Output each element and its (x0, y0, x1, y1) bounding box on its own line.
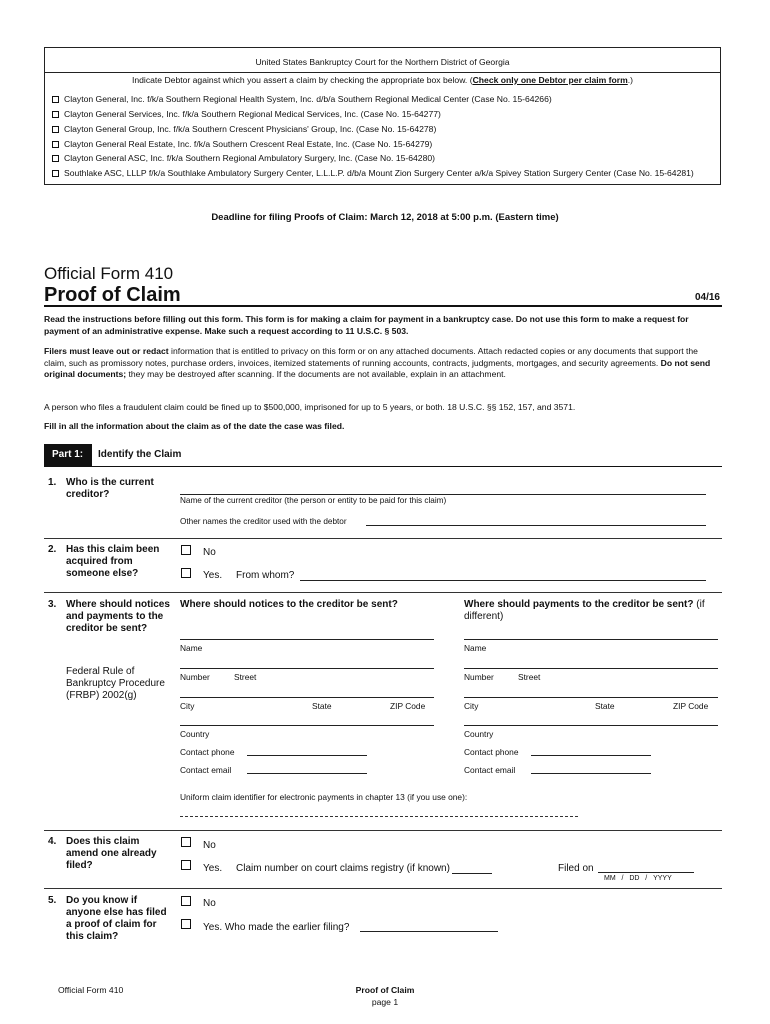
redact-paragraph: Filers must leave out or redact information that is entitled to privacy on this form or on any attached documents. Attach redacted copies or any documents that support the claim, such as promissory notes, purchase orders, invoices, itemized statements of running accounts, contracts, judgments, mortgages, and security agreements. Do not send original documents; they may be destroyed after scanning. If the documents are not available, explain in an attachment. (44, 346, 711, 379)
q5-no-checkbox[interactable] (181, 896, 191, 906)
payments-number-label: Number (464, 672, 494, 682)
notices-phone-label: Contact phone (180, 747, 235, 757)
payments-name-field[interactable] (464, 639, 718, 640)
q5-no-label: No (203, 898, 216, 909)
payments-heading: Where should payments to the creditor be sent? (if different) (464, 599, 705, 622)
payments-name-label: Name (464, 643, 487, 653)
q4-question: Does this claim amend one already filed? (66, 836, 157, 871)
q2-yes-checkbox[interactable] (181, 568, 191, 578)
q5-yes-checkbox[interactable] (181, 919, 191, 929)
notices-heading: Where should notices to the creditor be sent? (180, 599, 398, 610)
creditor-name-field[interactable] (180, 494, 706, 495)
debtor-option[interactable]: Clayton General ASC, Inc. f/k/a Southern Regional Ambulatory Surgery, Inc. (Case No. 15-64280) (52, 153, 435, 163)
other-names-field[interactable] (366, 525, 706, 526)
q5-number: 5. (48, 895, 57, 906)
debtor-option[interactable]: Clayton General Group, Inc. f/k/a Southern Crescent Physicians' Group, Inc. (Case No. 15-64278) (52, 124, 436, 134)
uniform-claim-field[interactable] (180, 816, 578, 817)
q2-no-checkbox[interactable] (181, 545, 191, 555)
q4-no-label: No (203, 840, 216, 851)
creditor-name-label: Name of the current creditor (the person or entity to be paid for this claim) (180, 496, 447, 505)
debtor-option[interactable]: Southlake ASC, LLLP f/k/a Southlake Ambulatory Surgery Center, L.L.L.P. d/b/a Mount Zion Surgery Center a/k/a Spivey Station Surgery Center (Case No. 15-64281) (52, 168, 694, 178)
part1-label: Part 1: (44, 444, 92, 466)
notices-street-label: Street (234, 672, 257, 682)
payments-email-field[interactable] (531, 773, 651, 774)
from-whom-label: From whom? (236, 570, 295, 581)
q2-no-label: No (203, 547, 216, 558)
date-format-hint: MM / DD / YYYY (604, 875, 672, 882)
fill-in-instruction: Fill in all the information about the claim as of the date the case was filed. (44, 421, 345, 431)
notices-state-label: State (312, 701, 332, 711)
notices-street-field[interactable] (180, 668, 434, 669)
q3-number: 3. (48, 599, 57, 610)
debtor-option[interactable]: Clayton General Services, Inc. f/k/a Southern Regional Medical Services, Inc. (Case No. 15-64277) (52, 109, 441, 119)
notices-email-label: Contact email (180, 765, 232, 775)
q5-question: Do you know if anyone else has filed a proof of claim for this claim? (66, 895, 167, 942)
q3-question: Where should notices and payments to the creditor be sent? (66, 599, 170, 634)
footer-form-name: Official Form 410 (58, 985, 124, 995)
indicate-debtor-instruction: Indicate Debtor against which you assert a claim by checking the appropriate box below. (Check only one Debtor per claim form.) (131, 75, 634, 85)
uniform-claim-label: Uniform claim identifier for electronic payments in chapter 13 (if you use one): (180, 792, 468, 802)
frbp-rule: Federal Rule of Bankruptcy Procedure (FRBP) 2002(g) (66, 666, 165, 701)
notices-zip-label: ZIP Code (390, 701, 426, 711)
notices-city-field[interactable] (180, 697, 434, 698)
deadline-notice: Deadline for filing Proofs of Claim: March 12, 2018 at 5:00 p.m. (Eastern time) (211, 212, 559, 223)
instructions-paragraph: Read the instructions before filling out this form. This form is for making a claim for payment in a bankruptcy case. Do not use this form to make a request for payment of an administrative expense. Make such a request according to 11 U.S.C. § 503. (44, 314, 689, 336)
footer-page: page 1 (371, 997, 399, 1007)
debtor-checkbox[interactable] (52, 141, 59, 148)
notices-country-label: Country (180, 729, 210, 739)
form-version: 04/16 (694, 292, 720, 303)
debtor-checkbox[interactable] (52, 96, 59, 103)
payments-street-field[interactable] (464, 668, 718, 669)
court-name: United States Bankruptcy Court for the Northern District of Georgia (255, 57, 510, 67)
payments-email-label: Contact email (464, 765, 516, 775)
q4-no-checkbox[interactable] (181, 837, 191, 847)
payments-city-label: City (464, 701, 479, 711)
q1-number: 1. (48, 477, 57, 488)
debtor-checkbox[interactable] (52, 111, 59, 118)
payments-country-label: Country (464, 729, 494, 739)
q1-question: Who is the current creditor? (66, 477, 154, 500)
debtor-option[interactable]: Clayton General Real Estate, Inc. f/k/a Southern Crescent Real Estate, Inc. (Case No. 15-64279) (52, 139, 432, 149)
q2-number: 2. (48, 544, 57, 555)
from-whom-field[interactable] (300, 580, 706, 581)
footer-title: Proof of Claim (355, 985, 415, 995)
payments-phone-field[interactable] (531, 755, 651, 756)
form-subtitle: Official Form 410 (44, 264, 174, 283)
q2-yes-label: Yes. (203, 570, 223, 581)
notices-email-field[interactable] (247, 773, 367, 774)
debtor-checkbox[interactable] (52, 155, 59, 162)
q2-question: Has this claim been acquired from someone else? (66, 544, 160, 579)
part1-title: Identify the Claim (98, 449, 182, 460)
notices-name-label: Name (180, 643, 203, 653)
payments-zip-label: ZIP Code (673, 701, 709, 711)
notices-city-label: City (180, 701, 195, 711)
payments-country-field[interactable] (464, 725, 718, 726)
notices-country-field[interactable] (180, 725, 434, 726)
payments-street-label: Street (518, 672, 541, 682)
payments-city-field[interactable] (464, 697, 718, 698)
payments-state-label: State (595, 701, 615, 711)
notices-number-label: Number (180, 672, 210, 682)
filed-on-date-field[interactable] (598, 872, 694, 873)
debtor-checkbox[interactable] (52, 170, 59, 177)
notices-name-field[interactable] (180, 639, 434, 640)
filed-on-label: Filed on (558, 863, 594, 874)
claim-number-field[interactable] (452, 873, 492, 874)
debtor-checkbox[interactable] (52, 126, 59, 133)
debtor-option[interactable]: Clayton General, Inc. f/k/a Southern Regional Health System, Inc. d/b/a Southern Regional Medical Center (Case No. 15-64266) (52, 94, 552, 104)
earlier-filer-field[interactable] (360, 931, 498, 932)
q5-yes-label: Yes. Who made the earlier filing? (203, 922, 350, 933)
q4-number: 4. (48, 836, 57, 847)
claim-number-label: Claim number on court claims registry (if known) (236, 863, 450, 874)
payments-phone-label: Contact phone (464, 747, 519, 757)
other-names-label: Other names the creditor used with the debtor (180, 517, 347, 526)
q4-yes-checkbox[interactable] (181, 860, 191, 870)
notices-phone-field[interactable] (247, 755, 367, 756)
q4-yes-label: Yes. (203, 863, 223, 874)
form-title: Proof of Claim (44, 284, 181, 306)
fraud-warning: A person who files a fraudulent claim could be fined up to $500,000, imprisoned for up to 5 years, or both. 18 U.S.C. §§ 152, 157, and 3571. (44, 402, 576, 412)
